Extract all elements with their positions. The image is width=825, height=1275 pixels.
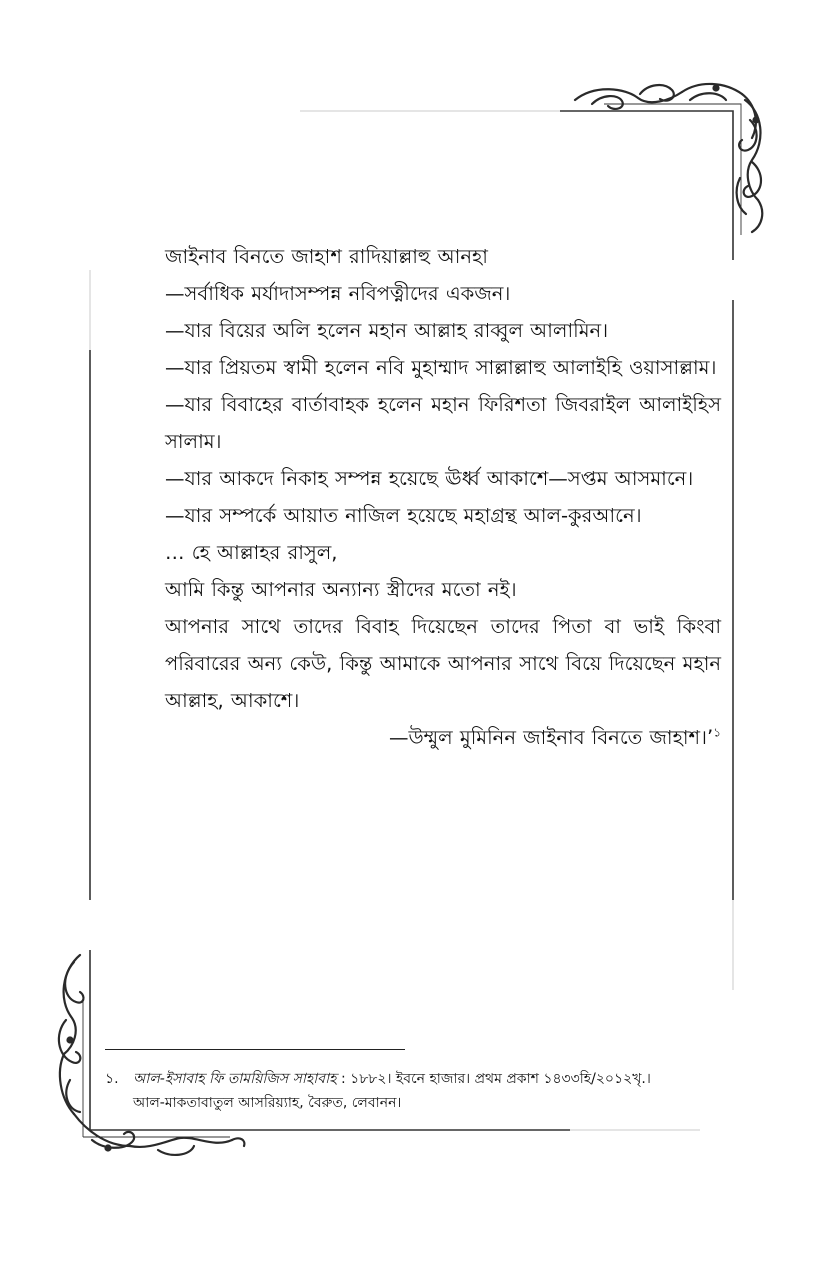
- attribution-line: [165, 719, 721, 756]
- text-line: —যার বিয়ের অলি হলেন মহান আল্লাহ রাব্বুল আলামিন।: [165, 319, 609, 342]
- text-line: —যার সম্পর্কে আয়াত নাজিল হয়েছে মহাগ্রন্থ আল-কুরআনে।: [165, 504, 642, 527]
- footnote-line-2: আল-মাকতাবাতুল আসরিয়্যাহ, বৈরুত, লেবানন।: [133, 1095, 402, 1111]
- attribution-text: —উম্মুল মুমিনিন জাইনাব বিনতে জাহাশ।’: [388, 726, 714, 749]
- bottom-left-ornament: [59, 955, 244, 1155]
- text-line: … হে আল্লাহর রাসুল,: [165, 541, 338, 564]
- footnote-divider: [105, 1049, 405, 1050]
- opening-line: জাইনাব বিনতে জাহাশ রাদিয়াল্লাহু আনহা: [165, 245, 488, 268]
- text-line: —সর্বাধিক মর্যাদাসম্পন্ন নবিপত্নীদের একজন।: [165, 282, 511, 305]
- footnote-source-title: আল-ইসাবাহ ফি তাময়িজিস সাহাবাহ: [133, 1071, 337, 1087]
- text-line: —যার আকদে নিকাহ সম্পন্ন হয়েছে ঊর্ধ্ব আকাশে—সপ্তম আসমানে।: [165, 467, 694, 490]
- text-line: আমি কিন্তু আপনার অন্যান্য স্ত্রীদের মতো নই।: [165, 578, 517, 601]
- main-text-block: [165, 238, 721, 756]
- top-right-ornament: [575, 84, 762, 232]
- text-paragraph: আপনার সাথে তাদের বিবাহ দিয়েছেন তাদের পিতা বা ভাই কিংবা পরিবারের অন্য কেউ, কিন্তু আমাকে আপনার সাথে বিয়ে দিয়েছেন মহান আল্লাহ, আকাশে।: [165, 615, 721, 712]
- text-paragraph: —যার বিবাহের বার্তাবাহক হলেন মহান ফিরিশতা জিবরাইল আলাইহিস সালাম।: [165, 393, 721, 453]
- text-paragraph: —যার প্রিয়তম স্বামী হলেন নবি মুহাম্মাদ সাল্লাল্লাহু আলাইহি ওয়াসাল্লাম।: [165, 356, 717, 379]
- footnote-number: ১.: [105, 1071, 119, 1087]
- footnote-details: : ১৮৮২। ইবনে হাজার। প্রথম প্রকাশ ১৪৩৩হি/২০১২খৃ.।: [340, 1071, 651, 1087]
- footnote-line-1: [105, 1067, 725, 1091]
- footnote-reference: ১: [713, 725, 721, 740]
- footnote: [105, 1067, 725, 1115]
